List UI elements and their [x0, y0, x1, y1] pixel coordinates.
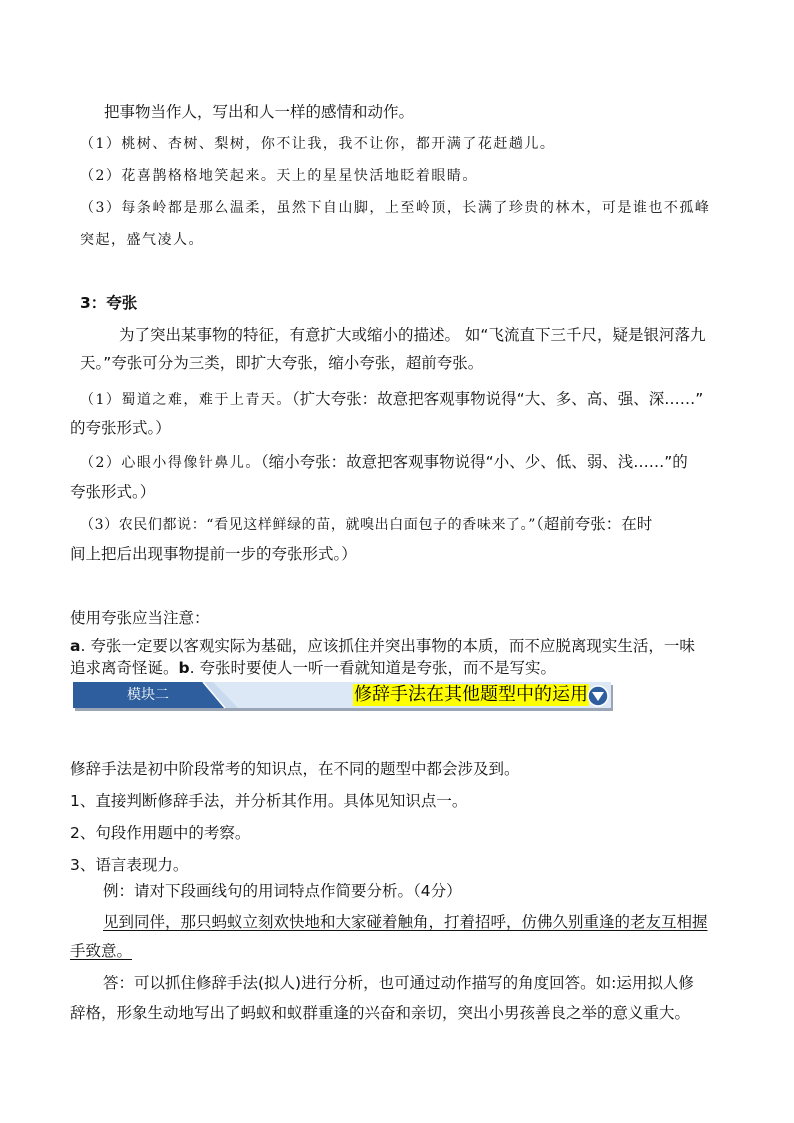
personification-example-1: （1）桃树、杏树、梨树，你不让我，我不让你，都开满了花赶趟儿。 — [80, 136, 556, 152]
application-intro: 修辞手法是初中阶段常考的知识点，在不同的题型中都会涉及到。 — [70, 760, 520, 778]
exaggeration-example-1 — [80, 388, 703, 411]
exaggeration-desc-line-2: 天。”夸张可分为三类，即扩大夸张，缩小夸张，超前夸张。 — [80, 354, 484, 372]
notice-b-label: b — [178, 659, 190, 677]
personification-intro: 把事物当作人，写出和人一样的感情和动作。 — [104, 103, 415, 121]
personification-example-3: （3）每条岭都是那么温柔，虽然下自山脚，上至岭顶，长满了珍贵的林木，可是谁也不孤峰 — [80, 200, 711, 216]
notice-a-text: . 夸张一定要以客观实际为基础，应该抓住并突出事物的本质，而不应脱离现实生活，一味 — [80, 637, 695, 655]
notice-title: 使用夸张应当注意： — [70, 609, 210, 627]
example-1-sentence: （1）蜀道之难，难于上青天。 — [80, 392, 292, 408]
example-3-sentence: （3）农民们都说：“看见这样鲜绿的苗，就嗅出白面包子的香味来了。” — [80, 517, 537, 533]
passage-underlined-line-1: 见到同伴，那只蚂蚁立刻欢快地和大家碰着触角，打着招呼，仿佛久别重逢的老友互相握 — [103, 913, 708, 931]
notice-point-a — [70, 635, 695, 657]
exaggeration-example-3 — [80, 513, 652, 536]
personification-example-3-cont: 突起，盛气凌人。 — [80, 232, 204, 248]
exaggeration-example-2 — [80, 451, 688, 474]
passage-underlined-line-2: 手致意。 — [70, 942, 133, 960]
notice-a-label: a — [70, 637, 81, 655]
exaggeration-example-1-cont: 的夸张形式。） — [70, 419, 171, 437]
answer-line-2: 辞格，形象生动地写出了蚂蚁和蚁群重逢的兴奋和亲切，突出小男孩善良之举的意义重大。 — [70, 1004, 691, 1022]
application-item-1: 1、直接判断修辞手法，并分析其作用。具体见知识点一。 — [70, 792, 468, 810]
module-banner — [73, 682, 615, 712]
example-2-sentence: （2）心眼小得像针鼻儿。 — [80, 455, 261, 471]
example-2-note: （缩小夸张：故意把客观事物说得“小、少、低、弱、浅……”的 — [260, 453, 688, 471]
personification-example-2: （2）花喜鹊格格地笑起来。天上的星星快活地眨着眼睛。 — [80, 168, 478, 184]
banner-tag: 模块二 — [127, 687, 169, 703]
notice-b-text: . 夸张时要使人一听一看就知道是夸张，而不是写实。 — [189, 659, 556, 677]
chevron-down-circle-icon[interactable] — [587, 685, 609, 707]
exaggeration-desc-line-1: 为了突出某事物的特征，有意扩大或缩小的描述。 如“飞流直下三千尺，疑是银河落九 — [119, 326, 706, 344]
banner-title: 修辞手法在其他题型中的运用 — [354, 684, 588, 705]
exaggeration-heading: 3：夸张 — [80, 294, 138, 312]
notice-point-b-line — [70, 657, 556, 679]
notice-a-cont: 追求离奇怪诞。 — [70, 659, 179, 677]
answer-line-1: 答：可以抓住修辞手法(拟人)进行分析，也可通过动作描写的角度回答。如:运用拟人修 — [103, 974, 694, 992]
exaggeration-example-2-cont: 夸张形式。） — [70, 483, 156, 501]
application-item-3: 3、语言表现力。 — [70, 856, 189, 874]
example-1-note: （扩大夸张：故意把客观事物说得“大、多、高、强、深……” — [291, 390, 704, 408]
example-prompt: 例：请对下段画线句的用词特点作简要分析。（4分） — [103, 882, 462, 900]
application-item-2: 2、句段作用题中的考察。 — [70, 824, 251, 842]
exaggeration-example-3-cont: 间上把后出现事物提前一步的夸张形式。） — [70, 545, 357, 563]
example-3-note: （超前夸张：在时 — [536, 515, 653, 533]
